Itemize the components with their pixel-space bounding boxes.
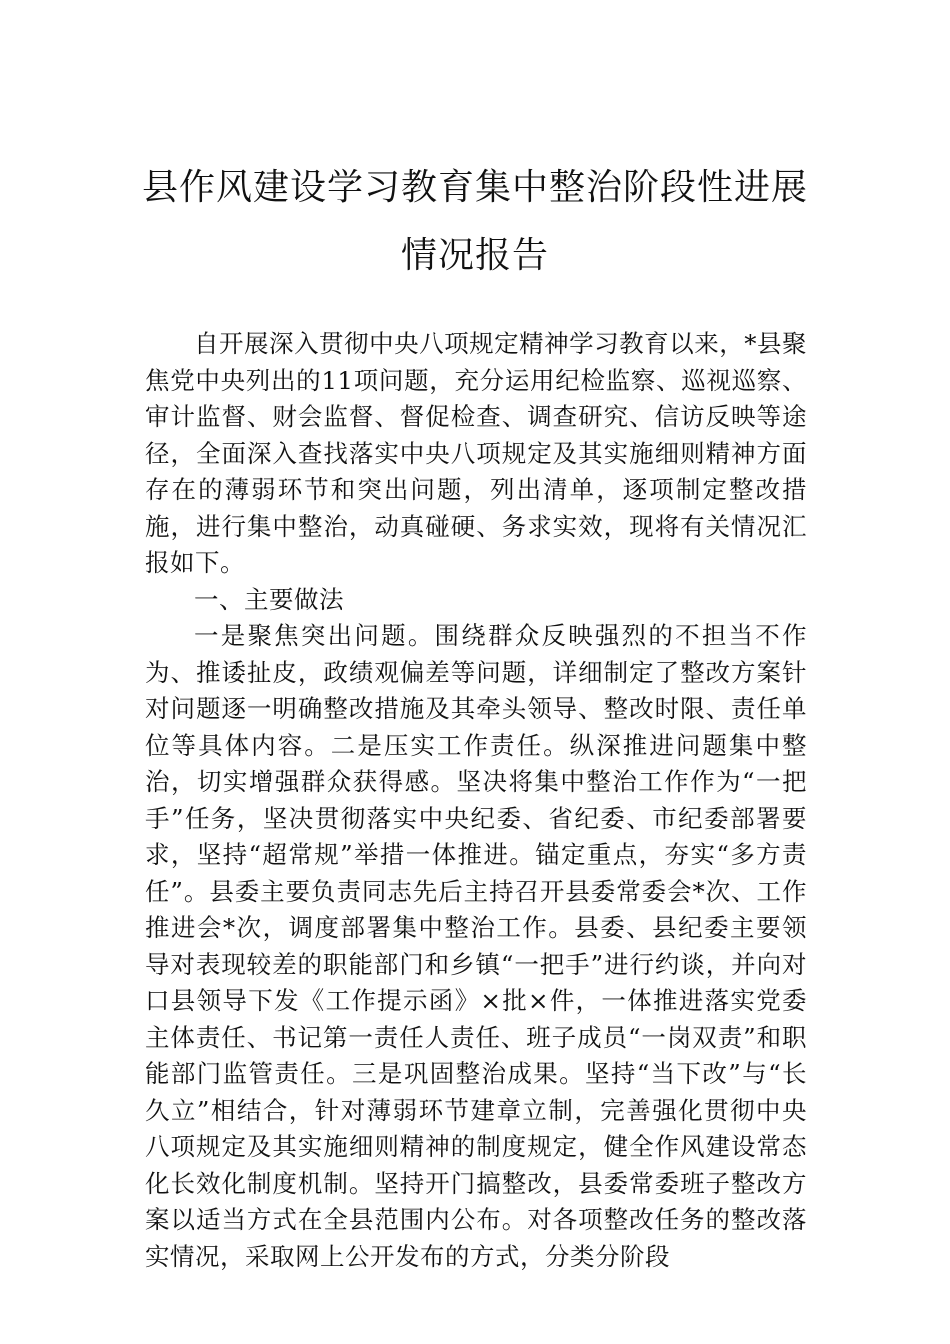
intro-paragraph: 自开展深入贯彻中央八项规定精神学习教育以来，*县聚焦党中央列出的11项问题，充分运用纪检监察、巡视巡察、审计监督、财会监督、督促检查、调查研究、信访反映等途径，全面深入查找落实中央八项规定及其实施细则精神方面存在的薄弱环节和突出问题，列出清单，逐项制定整改措施，进行集中整治，动真碰硬、务求实效，现将有关情况汇报如下。 xyxy=(145,329,807,577)
document-body xyxy=(145,326,807,1275)
section-heading: 一、主要做法 xyxy=(194,584,344,614)
section-paragraph: 一是聚焦突出问题。围绕群众反映强烈的不担当不作为、推诿扯皮，政绩观偏差等问题，详细制定了整改方案针对问题逐一明确整改措施及其牵头领导、整改时限、责任单位等具体内容。二是压实工作责任。纵深推进问题集中整治，切实增强群众获得感。坚决将集中整治工作作为“一把手”任务，坚决贯彻落实中央纪委、省纪委、市纪委部署要求，坚持“超常规”举措一体推进。锚定重点，夯实“多方责任”。县委主要负责同志先后主持召开县委常委会*次、工作推进会*次，调度部署集中整治工作。县委、县纪委主要领导对表现较差的职能部门和乡镇“一把手”进行约谈，并向对口县领导下发《工作提示函》×批×件，一体推进落实党委主体责任、书记第一责任人责任、班子成员“一岗双责”和职能部门监管责任。三是巩固整治成果。坚持“当下改”与“长久立”相结合，针对薄弱环节建章立制，完善强化贯彻中央八项规定及其实施细则精神的制度规定，健全作风建设常态化长效化制度机制。坚持开门搞整改，县委常委班子整改方案以适当方式在全县范围内公布。对各项整改任务的整改落实情况，采取网上公开发布的方式，分类分阶段 xyxy=(145,621,807,1271)
document-title-line-2: 情况报告 xyxy=(400,235,549,276)
document-title-line-1: 县作风建设学习教育集中整治阶段性进展 xyxy=(141,167,808,208)
